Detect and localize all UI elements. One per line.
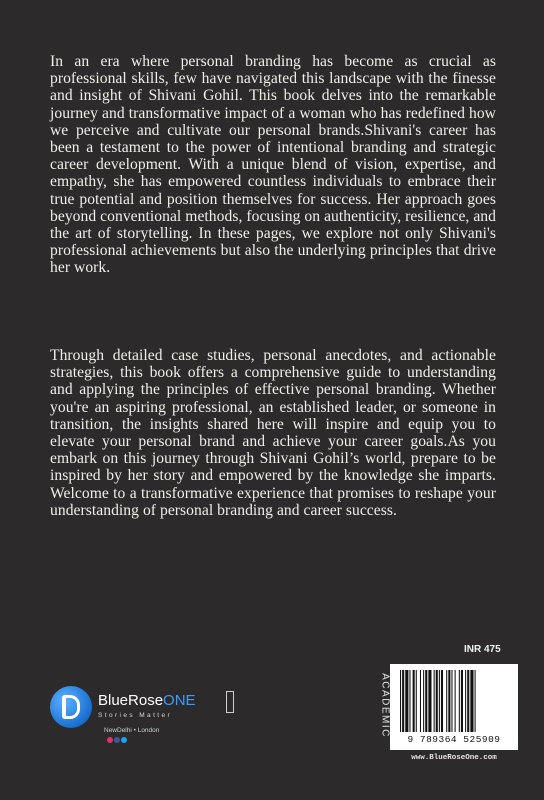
isbn-number: 9 789364 525909 — [407, 734, 501, 745]
publisher-cities: NewDelhi • London — [104, 727, 160, 734]
instagram-icon — [107, 737, 113, 743]
price-label: INR 475 — [464, 644, 501, 655]
publisher-mark-icon — [226, 691, 234, 713]
isbn-barcode — [390, 664, 518, 750]
barcode-bars — [390, 664, 518, 736]
social-icons — [107, 737, 127, 743]
category-label: ACADEMIC — [379, 673, 391, 738]
facebook-icon — [114, 737, 120, 743]
publisher-name: BlueRoseONE — [98, 692, 196, 709]
blurb-paragraph-1: In an era where personal branding has become as crucial as professional skills, few have navigated this landscape with the finesse and insight of Shivani Gohil. This book delves into the remarkable journey and transformative impact of a woman who has redefined how we perceive and cultivate our personal brands.Shivani's career has been a testament to the power of intentional branding and strategic career development. With a unique blend of vision, expertise, and empathy, she has empowered countless individuals to embrace their true potential and position themselves for success. Her approach goes beyond conventional methods, focusing on authenticity, resilience, and the art of storytelling. In these pages, we explore not only Shivani's professional achievements but also the underlying principles that drive her work. — [50, 53, 496, 277]
blurb-paragraph-2: Through detailed case studies, personal anecdotes, and actionable strategies, this book offers a comprehensive guide to understanding and applying the principles of effective personal branding. Whether you're an aspiring professional, an established leader, or someone in transition, the insights shared here will inspire and equip you to elevate your personal brand and achieve your career goals.As you embark on this journey through Shivani Gohil’s world, prepare to be inspired by her story and empowered by the knowledge she imparts. Welcome to a transformative experience that promises to reshape your understanding of personal branding and career success. — [50, 347, 496, 519]
twitter-icon — [121, 737, 127, 743]
publisher-logo — [50, 686, 250, 766]
publisher-tagline: Stories Matter — [98, 712, 173, 719]
publisher-website: www.BlueRoseOne.com — [411, 754, 497, 762]
publisher-emblem-icon — [50, 686, 92, 728]
